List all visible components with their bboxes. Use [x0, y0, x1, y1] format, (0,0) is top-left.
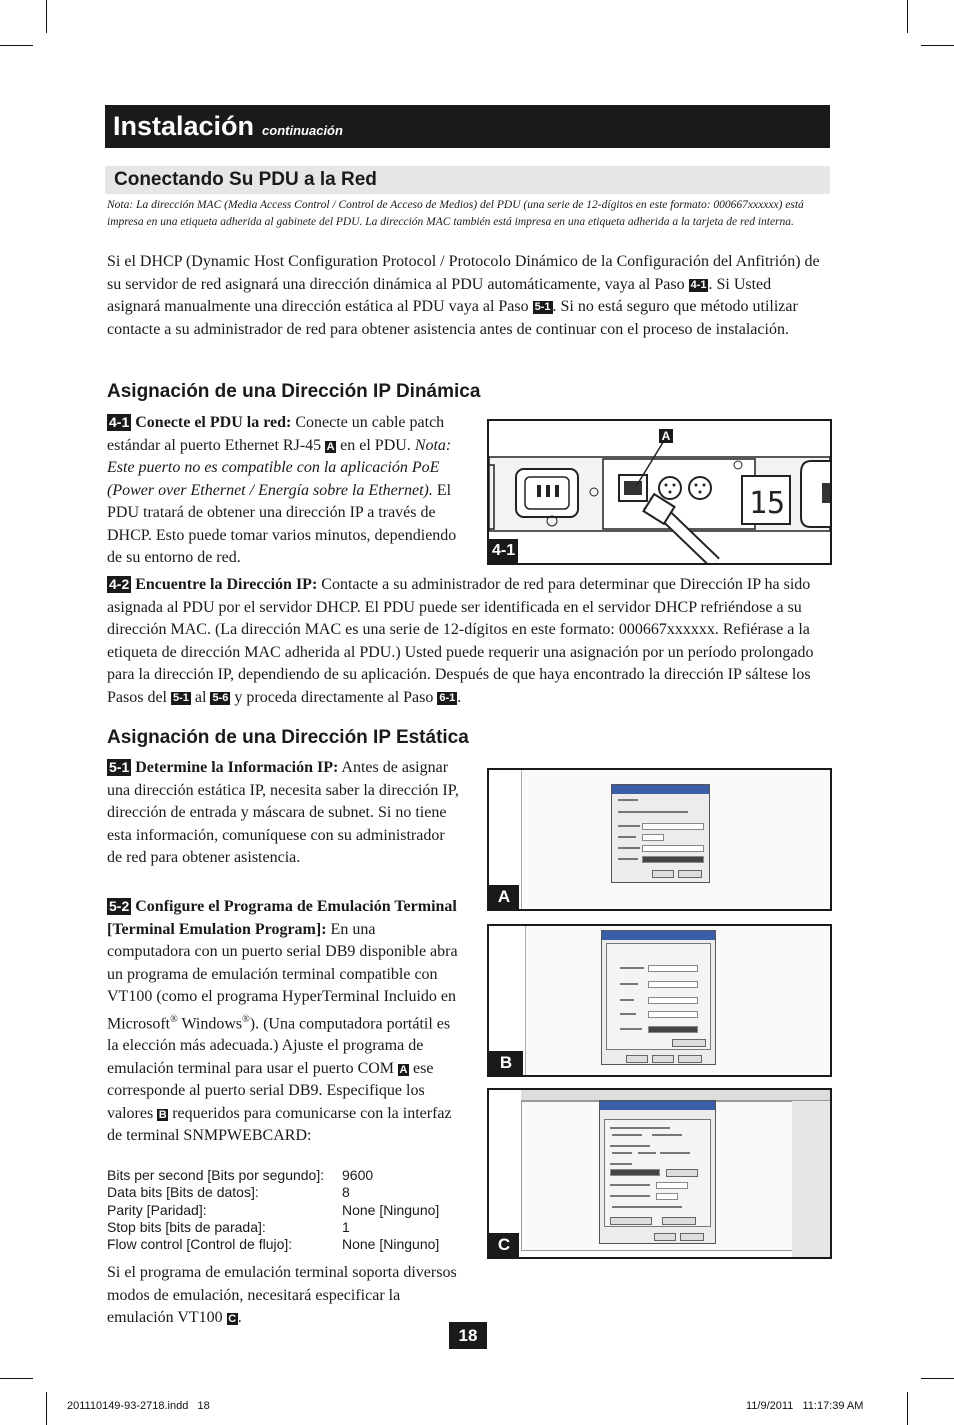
- setting-value: None [Ninguno]: [342, 1201, 440, 1218]
- crop-mark: [46, 1392, 47, 1425]
- step-text: y proceda directamente al Paso: [234, 688, 434, 706]
- settings-row: [107, 1219, 439, 1236]
- figure-port-settings: [487, 924, 832, 1077]
- crop-mark: [46, 0, 47, 33]
- step-badge: 4-2: [109, 576, 130, 592]
- callout-box: A: [326, 440, 335, 453]
- step-ref: 5-1: [534, 301, 551, 313]
- step-badge: 5-1: [109, 759, 130, 775]
- step-text: El PDU tratará de obtener una dirección IP a través de DHCP. Esto puede tomar varios minutos, dependiendo de su entorno de red.: [107, 481, 457, 566]
- figure-callout: A: [659, 429, 673, 443]
- crop-mark: [907, 1392, 908, 1425]
- intro-text: Si el DHCP (Dynamic Host Configuration Protocol / Protocolo Dinámico de la Configuración del Anfitrión) de su servidor de red asignará una dirección dinámica al PDU automáticamente, vaya al Paso: [107, 253, 820, 293]
- step-note: Nota: Este puerto no es compatible con la aplicación PoE (Power over Ethernet / Energía sobre la Ethernet).: [107, 436, 452, 499]
- figure-emulation: [487, 1088, 832, 1259]
- page-subtitle: continuación: [262, 123, 343, 138]
- step-badge: 5-2: [109, 898, 130, 914]
- properties-dialog: [599, 1100, 716, 1244]
- closing-paragraph: [107, 1262, 462, 1330]
- step-lead: Configure el Programa de Emulación Terminal [Terminal Emulation Program]:: [107, 898, 457, 938]
- step-ref: 5-6: [212, 691, 229, 704]
- setting-name: Stop bits [bits de parada]:: [107, 1218, 266, 1235]
- step-text: Si el programa de emulación terminal soporta diversos modos de emulación, necesitará especificar la emulación VT100: [107, 1264, 457, 1326]
- step-lead: Determine la Información IP:: [135, 759, 339, 776]
- step-text: Windows: [181, 1014, 243, 1032]
- step-ref: 5-1: [173, 691, 189, 704]
- step-text: Contacte a su administrador de red para determinar que Dirección IP ha sido asignada al PDU por el servidor DHCP. El PDU puede ser identificada en el servidor DHCP refriéndose a su dirección MAC. (La dirección MAC es una serie de 12-dígitos en este formato: 000667xxxxxx. Refiérase a la etiqueta de dirección MAC adherida al PDU.) Usted puede requerir una asignación por un período prolongado para la dirección IP, dependiendo de su aplicación. Después de que haya encontrado la dirección IP sáltese los Pasos del: [107, 576, 814, 706]
- intro-text: . Si no está seguro que método utilizar contacte a su administrador de red para obtener asistencia antes de continuar con el proceso de instalación.: [107, 298, 798, 338]
- crop-mark: [907, 0, 908, 33]
- port-settings-dialog: [601, 930, 716, 1065]
- step-badge: 4-1: [109, 414, 130, 430]
- settings-row: [107, 1167, 439, 1184]
- page-title: Instalación: [113, 111, 255, 141]
- static-heading: Asignación de una Dirección IP Estática: [107, 727, 469, 748]
- figure-label: 4-1: [489, 539, 518, 563]
- registered-mark: ®: [242, 1013, 250, 1025]
- registered-mark: ®: [170, 1013, 178, 1025]
- settings-row: [107, 1202, 439, 1219]
- step-text: En una computadora con un puerto serial DB9 disponible abra un programa de emulación terminal compatible con VT100 (como el programa HyperTerminal Incluido en Microsoft: [107, 920, 458, 1032]
- step-text: al: [194, 688, 207, 706]
- footer-timestamp: 11/9/2011 11:17:39 AM: [746, 1400, 864, 1412]
- setting-value: 1: [342, 1218, 350, 1235]
- settings-row: [107, 1184, 439, 1201]
- step-text: ese corresponde al puerto serial DB9. Especifique los valores: [107, 1059, 434, 1122]
- step-5-2: [107, 896, 462, 1148]
- step-text: Conecte un cable patch estándar al puerto Ethernet RJ-45: [107, 414, 445, 454]
- step-ref: 6-1: [439, 691, 456, 704]
- setting-name: Parity [Paridad]:: [107, 1201, 207, 1218]
- figure-4-1: [487, 419, 832, 565]
- serial-settings-table: [107, 1167, 439, 1253]
- step-text: Antes de asignar una dirección estática IP, necesita saber la dirección IP, dirección de entrada y máscara de subnet. Si no tiene esta información, comuníquese con su administrador de red para obtener asistencia.: [107, 759, 459, 866]
- intro-text: . Si Usted asignará manualmente una dirección estática al PDU vaya al Paso: [107, 275, 772, 315]
- mac-note: Nota: La dirección MAC (Media Access Control / Control de Acceso de Medios) del PDU (una serie de 12-dígitos en este formato: 000667xxxxxx) está impresa en una etiqueta adherida al gabinete del PDU. La dirección MAC también está impresa en una etiqueta adherida a la tarjeta de red interna.: [107, 199, 804, 228]
- callout-box: B: [158, 1108, 167, 1121]
- setting-value: None [Ninguno]: [342, 1236, 440, 1253]
- figure-label: A: [489, 885, 519, 909]
- step-4-2: [107, 574, 829, 709]
- step-ref: 4-1: [690, 278, 707, 291]
- setting-name: Bits per second [Bits por segundo]:: [107, 1167, 325, 1183]
- callout-box: A: [399, 1063, 408, 1076]
- step-4-1: [107, 412, 467, 570]
- intro-paragraph: [107, 251, 825, 341]
- step-lead: Encuentre la Dirección IP:: [135, 576, 318, 593]
- figure-label: C: [489, 1233, 519, 1257]
- step-5-1: [107, 757, 462, 870]
- connect-to-dialog: [611, 784, 710, 883]
- screenshot-scrollbar: [792, 1101, 830, 1257]
- footer-file: 201110149-93-2718.indd 18: [67, 1400, 210, 1412]
- step-text: requeridos para comunicarse con la interfaz de terminal SNMPWEBCARD:: [107, 1104, 452, 1145]
- step-text: ). (Una computadora portátil es la elección más adecuada.) Ajuste el programa de emulación terminal para usar el puerto COM: [107, 1014, 451, 1077]
- header-bar: [105, 105, 830, 148]
- step-text: .: [237, 1309, 242, 1326]
- step-text: en el PDU.: [340, 436, 411, 454]
- section-title: Conectando Su PDU a la Red: [114, 169, 377, 190]
- page-number: 18: [449, 1322, 487, 1349]
- section-bar: [105, 166, 830, 194]
- crop-mark: [921, 1378, 954, 1379]
- crop-mark: [0, 1378, 33, 1379]
- setting-name: Data bits [Bits de datos]:: [107, 1184, 259, 1201]
- figure-label: B: [489, 1051, 523, 1075]
- setting-value: 9600: [342, 1167, 374, 1183]
- crop-mark: [0, 45, 33, 46]
- setting-value: 8: [342, 1184, 350, 1201]
- settings-row: [107, 1236, 439, 1253]
- figure-connect-to: [487, 768, 832, 911]
- setting-name: Flow control [Control de flujo]:: [107, 1236, 293, 1253]
- step-text: .: [457, 688, 462, 706]
- step-lead: Conecte el PDU la red:: [135, 414, 292, 431]
- dynamic-heading: Asignación de una Dirección IP Dinámica: [107, 381, 481, 402]
- pdu-display-text: 15: [749, 486, 786, 521]
- crop-mark: [921, 45, 954, 46]
- callout-box: C: [228, 1313, 237, 1325]
